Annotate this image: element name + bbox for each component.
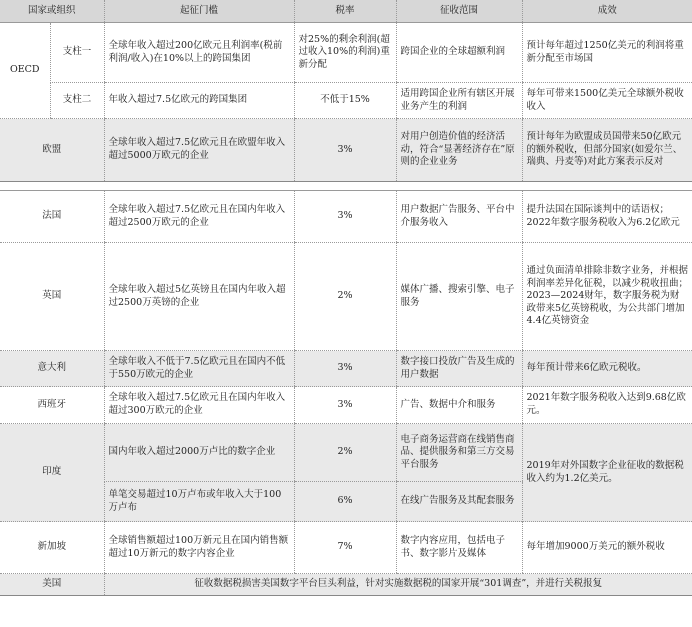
row-name-india: 印度 [0, 424, 104, 522]
oecd-pillar2-label: 支柱二 [50, 83, 104, 119]
table-row [0, 83, 692, 119]
oecd-pillar1-threshold: 全球年收入超过200亿欧元且利润率(税前利润/收入)在10%以上的跨国集团 [104, 23, 294, 83]
header-threshold: 起征门槛 [104, 0, 294, 23]
france-effect: 提升法国在国际谈判中的话语权；2022年数字服务税收入为6.2亿欧元 [522, 191, 692, 243]
france-scope: 用户数据广告服务、平台中介服务收入 [396, 191, 522, 243]
oecd-pillar1-label: 支柱一 [50, 23, 104, 83]
india-row2-rate: 6% [294, 482, 396, 522]
row-name-italy: 意大利 [0, 351, 104, 387]
india-effect: 2019年对外国数字企业征收的数据税收入约为1.2亿美元。 [522, 424, 692, 522]
row-name-eu: 欧盟 [0, 119, 104, 182]
italy-scope: 数字接口投放广告及生成的用户数据 [396, 351, 522, 387]
eu-effect: 预计每年为欧盟成员国带来50亿欧元的额外税收，但部分国家(如爱尔兰、瑞典、丹麦等)对此方案表示反对 [522, 119, 692, 182]
eu-rate: 3% [294, 119, 396, 182]
table-row [0, 351, 692, 387]
oecd-pillar1-effect: 预计每年超过1250亿美元的利润将重新分配至市场国 [522, 23, 692, 83]
singapore-rate: 7% [294, 522, 396, 574]
oecd-pillar2-effect: 每年可带来1500亿美元全球额外税收收入 [522, 83, 692, 119]
singapore-scope: 数字内容应用，包括电子书、数字影片及媒体 [396, 522, 522, 574]
table-row [0, 119, 692, 182]
table-row [0, 424, 692, 482]
table-row [0, 387, 692, 424]
india-row1-rate: 2% [294, 424, 396, 482]
uk-effect: 通过负面清单排除非数字业务，并根据利润率差异化征税，以减少税收扭曲；2023—2024财年，数字服务税为财政带来5亿英镑税收，为公共部门增加4.4亿英镑资金 [522, 243, 692, 351]
oecd-pillar2-rate: 不低于15% [294, 83, 396, 119]
header-scope: 征收范围 [396, 0, 522, 23]
spain-effect: 2021年数字服务税收入达到9.68亿欧元。 [522, 387, 692, 424]
india-row2-threshold: 单笔交易超过10万卢布或年收入大于100万卢布 [104, 482, 294, 522]
singapore-effect: 每年增加9000万美元的额外税收 [522, 522, 692, 574]
header-effect: 成效 [522, 0, 692, 23]
india-row1-scope: 电子商务运营商在线销售商品、提供服务和第三方交易平台服务 [396, 424, 522, 482]
table-row [0, 574, 692, 596]
singapore-threshold: 全球销售额超过100万新元且在国内销售额超过10万新元的数字内容企业 [104, 522, 294, 574]
row-name-uk: 英国 [0, 243, 104, 351]
header-country: 国家或组织 [0, 0, 104, 23]
oecd-pillar1-rate: 对25%的剩余利润(超过收入10%的利润)重新分配 [294, 23, 396, 83]
table-row [0, 23, 692, 83]
section-gap [0, 182, 692, 191]
row-name-spain: 西班牙 [0, 387, 104, 424]
header-rate: 税率 [294, 0, 396, 23]
oecd-pillar1-scope: 跨国企业的全球超额利润 [396, 23, 522, 83]
table-row [0, 243, 692, 351]
oecd-pillar2-scope: 适用跨国企业所有辖区开展业务产生的利润 [396, 83, 522, 119]
italy-effect: 每年预计带来6亿欧元税收。 [522, 351, 692, 387]
uk-scope: 媒体广播、搜索引擎、电子服务 [396, 243, 522, 351]
row-name-singapore: 新加坡 [0, 522, 104, 574]
uk-threshold: 全球年收入超过5亿英镑且在国内年收入超过2500万英镑的企业 [104, 243, 294, 351]
italy-rate: 3% [294, 351, 396, 387]
italy-threshold: 全球年收入不低于7.5亿欧元且在国内不低于550万欧元的企业 [104, 351, 294, 387]
spain-threshold: 全球年收入超过7.5亿欧元且在国内年收入超过300万欧元的企业 [104, 387, 294, 424]
india-row2-scope: 在线广告服务及其配套服务 [396, 482, 522, 522]
eu-threshold: 全球年收入超过7.5亿欧元且在欧盟年收入超过5000万欧元的企业 [104, 119, 294, 182]
table-row [0, 522, 692, 574]
row-name-france: 法国 [0, 191, 104, 243]
uk-rate: 2% [294, 243, 396, 351]
row-name-usa: 美国 [0, 574, 104, 596]
eu-scope: 对用户创造价值的经济活动，符合“显著经济存在”原则的企业业务 [396, 119, 522, 182]
usa-note: 征收数据税损害美国数字平台巨头利益，针对实施数据税的国家开展“301调查”，并进行关税报复 [104, 574, 692, 596]
table-row [0, 191, 692, 243]
france-threshold: 全球年收入超过7.5亿欧元且在国内年收入超过2500万欧元的企业 [104, 191, 294, 243]
spain-scope: 广告、数据中介和服务 [396, 387, 522, 424]
india-row1-threshold: 国内年收入超过2000万卢比的数字企业 [104, 424, 294, 482]
france-rate: 3% [294, 191, 396, 243]
oecd-pillar2-threshold: 年收入超过7.5亿欧元的跨国集团 [104, 83, 294, 119]
spain-rate: 3% [294, 387, 396, 424]
header-row [0, 0, 692, 23]
row-name-oecd: OECD [0, 23, 50, 119]
